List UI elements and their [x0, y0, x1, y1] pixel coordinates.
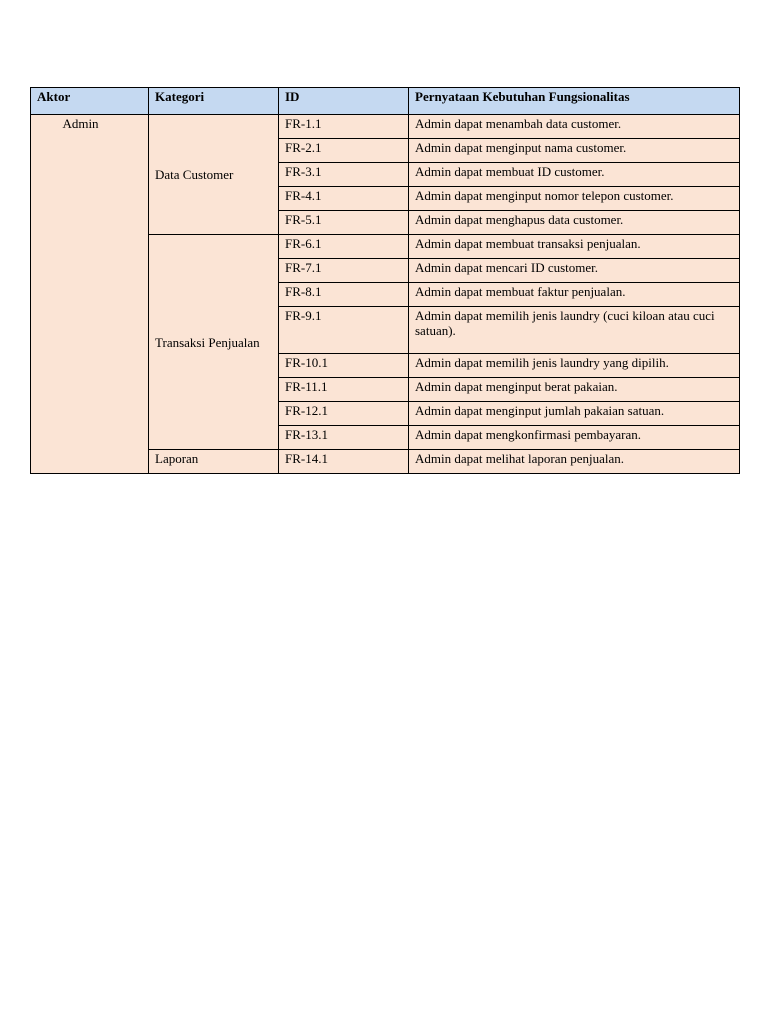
- requirement-id-cell: FR-4.1: [279, 187, 409, 211]
- requirement-statement-cell: Admin dapat menginput jumlah pakaian satuan.: [409, 402, 740, 426]
- requirement-statement-cell: Admin dapat membuat ID customer.: [409, 163, 740, 187]
- requirement-id-cell: FR-8.1: [279, 283, 409, 307]
- requirement-id-cell: FR-9.1: [279, 307, 409, 354]
- requirement-id-cell: FR-1.1: [279, 115, 409, 139]
- header-kategori: Kategori: [149, 88, 279, 115]
- requirement-id-cell: FR-11.1: [279, 378, 409, 402]
- requirement-id-cell: FR-2.1: [279, 139, 409, 163]
- header-id: ID: [279, 88, 409, 115]
- header-pernyataan: Pernyataan Kebutuhan Fungsionalitas: [409, 88, 740, 115]
- requirement-statement-cell: Admin dapat menginput berat pakaian.: [409, 378, 740, 402]
- requirement-statement-cell: Admin dapat menambah data customer.: [409, 115, 740, 139]
- header-aktor: Aktor: [31, 88, 149, 115]
- requirement-statement-cell: Admin dapat membuat transaksi penjualan.: [409, 235, 740, 259]
- kategori-cell: Data Customer: [149, 115, 279, 235]
- requirement-id-cell: FR-6.1: [279, 235, 409, 259]
- requirement-statement-cell: Admin dapat menghapus data customer.: [409, 211, 740, 235]
- table-row: [31, 115, 740, 139]
- requirement-statement-cell: Admin dapat mengkonfirmasi pembayaran.: [409, 426, 740, 450]
- requirement-id-cell: FR-7.1: [279, 259, 409, 283]
- requirement-statement-cell: Admin dapat menginput nama customer.: [409, 139, 740, 163]
- requirement-statement-cell: Admin dapat mencari ID customer.: [409, 259, 740, 283]
- requirement-statement-cell: Admin dapat memilih jenis laundry (cuci kiloan atau cuci satuan).: [409, 307, 740, 354]
- requirement-id-cell: FR-12.1: [279, 402, 409, 426]
- requirement-statement-cell: Admin dapat membuat faktur penjualan.: [409, 283, 740, 307]
- requirement-statement-cell: Admin dapat menginput nomor telepon customer.: [409, 187, 740, 211]
- requirement-id-cell: FR-13.1: [279, 426, 409, 450]
- requirement-id-cell: FR-5.1: [279, 211, 409, 235]
- kategori-cell: Laporan: [149, 450, 279, 474]
- table-header-row: [31, 88, 740, 115]
- aktor-cell: Admin: [31, 115, 149, 474]
- functional-requirements-table: [30, 87, 740, 474]
- kategori-cell: Transaksi Penjualan: [149, 235, 279, 450]
- table-body: [31, 115, 740, 474]
- requirement-id-cell: FR-14.1: [279, 450, 409, 474]
- requirement-statement-cell: Admin dapat melihat laporan penjualan.: [409, 450, 740, 474]
- requirement-id-cell: FR-3.1: [279, 163, 409, 187]
- requirement-id-cell: FR-10.1: [279, 354, 409, 378]
- requirement-statement-cell: Admin dapat memilih jenis laundry yang dipilih.: [409, 354, 740, 378]
